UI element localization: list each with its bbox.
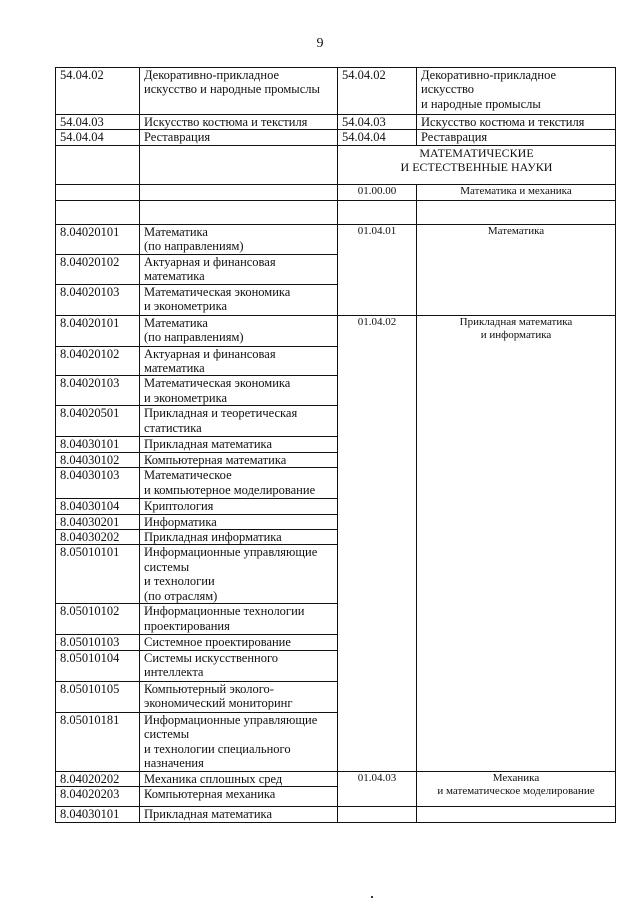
old-code-cell: 8.04030202 [56,530,140,545]
page-number: 9 [316,36,324,51]
old-name-cell: Прикладная информатика [140,530,338,545]
old-code-cell: 8.04020501 [56,406,140,437]
new-name-cell: Механика и математическое моделирование [417,771,616,806]
spacer-row [56,200,616,224]
old-code-cell: 8.04020101 [56,224,140,254]
old-code-cell: 8.05010101 [56,545,140,604]
old-name-cell: Информационные управляющие системы и технологии специального назначения [140,712,338,771]
section-heading-row [56,145,616,184]
empty-cell [140,145,338,184]
empty-cell [56,145,140,184]
old-code-cell: 8.05010104 [56,650,140,681]
old-name-cell: Компьютерная математика [140,452,338,467]
old-code-cell: 8.04020103 [56,376,140,406]
empty-cell [338,200,417,224]
new-name-cell: Математика [417,224,616,315]
old-code-cell: 8.04020103 [56,284,140,315]
old-name-cell: Математическая экономика и эконометрика [140,376,338,406]
old-name-cell: Механика сплошных сред [140,771,338,786]
old-name-cell: Искусство костюма и текстиля [140,115,338,130]
old-code-cell: 8.04020102 [56,254,140,284]
old-name-cell: Прикладная и теоретическая статистика [140,406,338,437]
new-name-cell: Декоративно-прикладное искусство и народные промыслы [417,68,616,115]
table-row [56,115,616,130]
old-name-cell: Актуарная и финансовая математика [140,254,338,284]
old-code-cell: 8.04030101 [56,807,140,822]
old-code-cell: 8.05010103 [56,635,140,650]
empty-cell [417,200,616,224]
table-row [56,130,616,145]
empty-cell [338,807,417,822]
old-name-cell: Реставрация [140,130,338,145]
table-row [56,315,616,346]
old-name-cell: Математическое и компьютерное моделирование [140,468,338,499]
old-name-cell: Системы искусственного интеллекта [140,650,338,681]
old-name-cell: Математическая экономика и эконометрика [140,284,338,315]
old-code-cell: 8.04020101 [56,315,140,346]
old-code-cell: 8.04030103 [56,468,140,499]
old-name-cell: Декоративно-прикладное искусство и народные промыслы [140,68,338,115]
new-code-cell: 54.04.04 [338,130,417,145]
table-row [56,771,616,786]
old-name-cell: Математика (по направлениям) [140,224,338,254]
table-row [56,224,616,254]
correspondence-table [55,67,616,823]
table-row [56,68,616,115]
empty-cell [56,184,140,200]
empty-cell [417,807,616,822]
new-code-cell: 01.04.03 [338,771,417,806]
old-name-cell: Системное проектирование [140,635,338,650]
new-code-cell: 54.04.03 [338,115,417,130]
new-name-cell: Прикладная математика и информатика [417,315,616,771]
scan-mark [371,896,373,898]
empty-cell [140,184,338,200]
old-code-cell: 8.05010105 [56,681,140,712]
old-name-cell: Криптология [140,499,338,514]
old-name-cell: Прикладная математика [140,437,338,452]
table-row [56,807,616,822]
old-name-cell: Компьютерный эколого- экономический мониторинг [140,681,338,712]
section-heading: МАТЕМАТИЧЕСКИЕ И ЕСТЕСТВЕННЫЕ НАУКИ [338,145,616,184]
old-code-cell: 8.04020203 [56,787,140,807]
old-name-cell: Математика (по направлениям) [140,315,338,346]
old-code-cell: 8.04020202 [56,771,140,786]
old-name-cell: Компьютерная механика [140,787,338,807]
old-name-cell: Актуарная и финансовая математика [140,346,338,376]
old-code-cell: 54.04.02 [56,68,140,115]
new-code-cell: 54.04.02 [338,68,417,115]
empty-cell [56,200,140,224]
old-code-cell: 8.05010102 [56,604,140,635]
group-name: Математика и механика [417,184,616,200]
old-name-cell: Информационные управляющие системы и технологии (по отраслям) [140,545,338,604]
old-code-cell: 54.04.03 [56,115,140,130]
new-code-cell: 01.04.02 [338,315,417,771]
old-name-cell: Информатика [140,514,338,529]
group-header-row [56,184,616,200]
group-code: 01.00.00 [338,184,417,200]
empty-cell [140,200,338,224]
new-code-cell: 01.04.01 [338,224,417,315]
old-code-cell: 8.04030104 [56,499,140,514]
old-code-cell: 8.04020102 [56,346,140,376]
new-name-cell: Искусство костюма и текстиля [417,115,616,130]
old-name-cell: Информационные технологии проектирования [140,604,338,635]
old-code-cell: 8.05010181 [56,712,140,771]
old-code-cell: 54.04.04 [56,130,140,145]
new-name-cell: Реставрация [417,130,616,145]
old-code-cell: 8.04030101 [56,437,140,452]
old-code-cell: 8.04030201 [56,514,140,529]
old-name-cell: Прикладная математика [140,807,338,822]
old-code-cell: 8.04030102 [56,452,140,467]
